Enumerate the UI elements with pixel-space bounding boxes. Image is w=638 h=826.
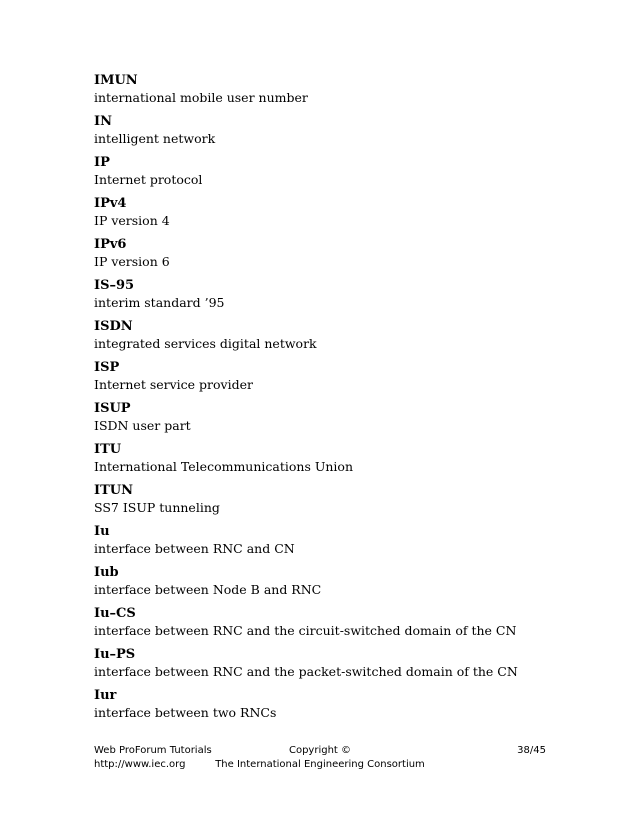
- footer-right: [517, 744, 546, 758]
- glossary-definition: ISDN user part: [94, 418, 191, 433]
- glossary-list: [94, 72, 574, 728]
- glossary-definition: integrated services digital network: [94, 336, 317, 351]
- glossary-term: IP: [94, 155, 110, 170]
- glossary-term: IN: [94, 114, 112, 129]
- glossary-entry: [94, 441, 574, 482]
- glossary-entry: [94, 646, 574, 687]
- glossary-term: Iub: [94, 565, 119, 580]
- page-number: 38/45: [517, 745, 546, 756]
- glossary-term: ISDN: [94, 319, 133, 334]
- glossary-term: Iur: [94, 688, 117, 703]
- footer-url: http://www.iec.org: [94, 759, 186, 770]
- glossary-entry: [94, 236, 574, 277]
- glossary-term: Iu–CS: [94, 606, 136, 621]
- glossary-definition: Internet protocol: [94, 172, 203, 187]
- glossary-definition: Internet service provider: [94, 377, 253, 392]
- glossary-entry: [94, 113, 574, 154]
- glossary-definition: IP version 4: [94, 213, 170, 228]
- glossary-term: Iu: [94, 524, 110, 539]
- footer-copyright: Copyright ©: [288, 745, 352, 756]
- glossary-definition: interim standard ’95: [94, 295, 225, 310]
- glossary-definition: interface between two RNCs: [94, 705, 277, 720]
- glossary-term: IPv6: [94, 237, 127, 252]
- glossary-term: IPv4: [94, 196, 127, 211]
- page-footer: [94, 744, 546, 772]
- glossary-entry: [94, 687, 574, 728]
- glossary-entry: [94, 72, 574, 113]
- glossary-entry: [94, 605, 574, 646]
- glossary-definition: interface between Node B and RNC: [94, 582, 322, 597]
- glossary-term: ISP: [94, 360, 120, 375]
- glossary-entry: [94, 277, 574, 318]
- glossary-term: ITUN: [94, 483, 133, 498]
- glossary-definition: interface between RNC and CN: [94, 541, 295, 556]
- glossary-entry: [94, 318, 574, 359]
- glossary-entry: [94, 523, 574, 564]
- glossary-term: ISUP: [94, 401, 131, 416]
- footer-organization: The International Engineering Consortium: [215, 759, 425, 770]
- glossary-entry: [94, 195, 574, 236]
- glossary-entry: [94, 482, 574, 523]
- glossary-definition: International Telecommunications Union: [94, 459, 353, 474]
- glossary-entry: [94, 400, 574, 441]
- footer-center: [94, 744, 546, 772]
- footer-publication: Web ProForum Tutorials: [94, 745, 212, 756]
- glossary-definition: international mobile user number: [94, 90, 308, 105]
- glossary-definition: SS7 ISUP tunneling: [94, 500, 220, 515]
- glossary-term: Iu–PS: [94, 647, 136, 662]
- glossary-term: IS–95: [94, 278, 135, 293]
- glossary-entry: [94, 359, 574, 400]
- glossary-term: ITU: [94, 442, 122, 457]
- glossary-term: IMUN: [94, 73, 138, 88]
- glossary-entry: [94, 564, 574, 605]
- glossary-definition: IP version 6: [94, 254, 170, 269]
- glossary-entry: [94, 154, 574, 195]
- glossary-definition: interface between RNC and the circuit-switched domain of the CN: [94, 623, 517, 638]
- glossary-definition: intelligent network: [94, 131, 216, 146]
- glossary-definition: interface between RNC and the packet-switched domain of the CN: [94, 664, 518, 679]
